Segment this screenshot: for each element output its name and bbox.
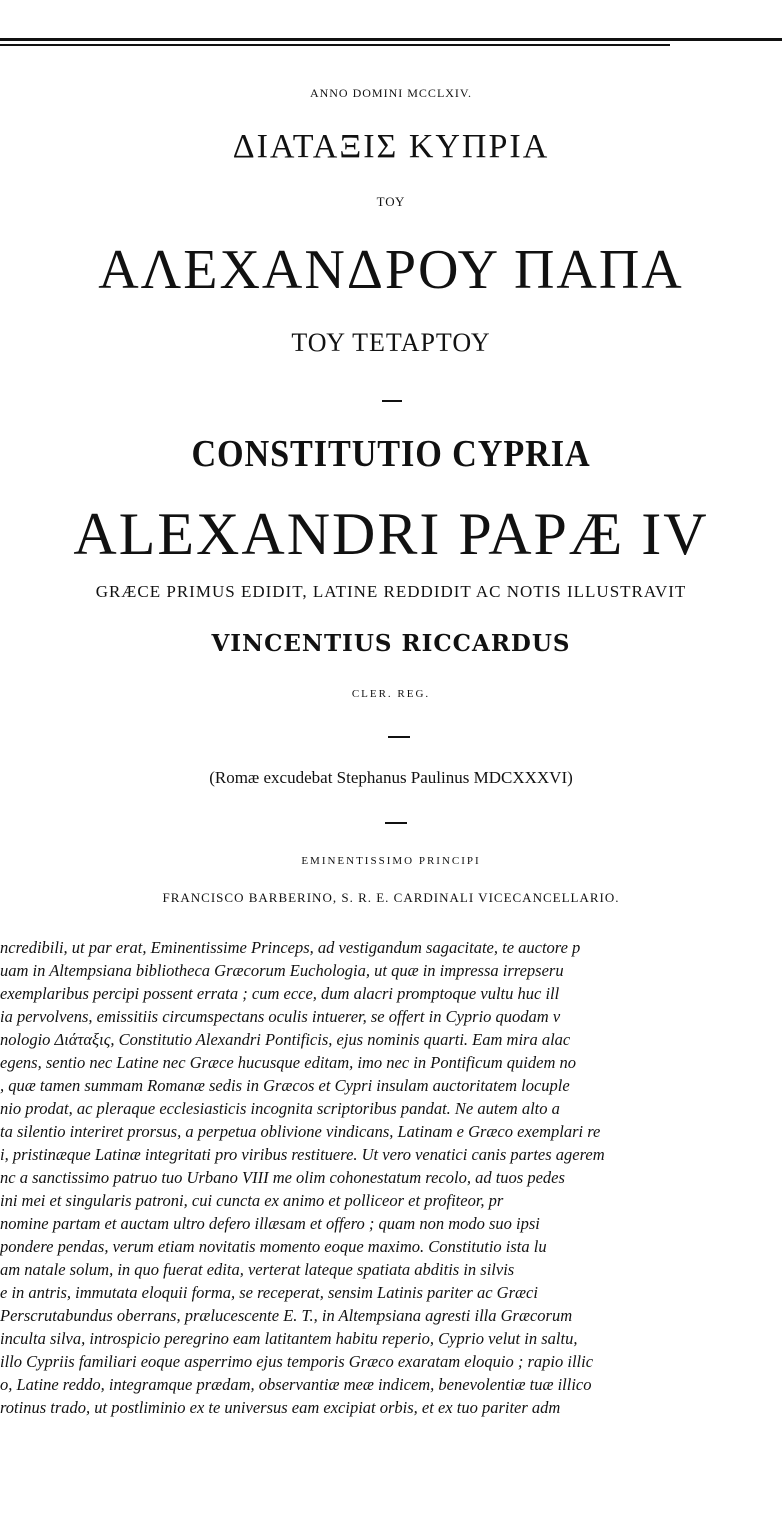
- body-line: nomine partam et auctam ultro defero illæsam et offero ; quam non modo suo ipsi: [0, 1214, 540, 1233]
- separator-dash-1: [382, 400, 402, 402]
- greek-tou: ΤΟΥ: [376, 194, 406, 209]
- body-line: nologio Διάταξις, Constitutio Alexandri Pontificis, ejus nominis quarti. Eam mira alac: [0, 1030, 571, 1049]
- body-line: uam in Altempsiana bibliotheca Græcorum Euchologia, ut quæ in impressa irrepseru: [0, 961, 564, 980]
- body-line: ncredibili, ut par erat, Eminentissime Princeps, ad vestigandum sagacitate, te auctore p: [0, 938, 581, 957]
- editor-order: CLER. REG.: [351, 688, 431, 700]
- body-line: rotinus trado, ut postliminio ex te universus eam excipiat orbis, et ex tuo pariter adm: [0, 1398, 561, 1417]
- body-line: egens, sentio nec Latine nec Græce hucusque editam, imo nec in Pontificum quidem no: [0, 1053, 576, 1072]
- imprint-line: (Romæ excudebat Stephanus Paulinus MDCXXXVI): [209, 768, 573, 787]
- body-line: , quæ tamen summam Romanæ sedis in Græcos et Cypri insulam auctoritatem locuple: [0, 1076, 570, 1095]
- dedication-body: [0, 936, 782, 1419]
- dedication-line-2: FRANCISCO BARBERINO, S. R. E. CARDINALI VICECANCELLARIO.: [162, 890, 620, 905]
- top-rule-thin: [0, 44, 670, 46]
- anno-line: ANNO DOMINI MCCLXIV.: [309, 86, 473, 100]
- body-line: illo Cypriis familiari eoque asperrimo ejus temporis Græco exaratam eloquio ; rapio illic: [0, 1352, 594, 1371]
- body-line: o, Latine reddo, integramque prædam, observantiæ meæ indicem, benevolentiæ tuæ illico: [0, 1375, 592, 1394]
- dedication-line-1: EMINENTISSIMO PRINCIPI: [301, 855, 481, 867]
- body-line: am natale solum, in quo fuerat edita, verterat lateque spatiata abditis in silvis: [0, 1260, 515, 1279]
- body-line: nc a sanctissimo patruo tuo Urbano VIII me olim cohonestatum recolo, ad tuos pedes: [0, 1168, 565, 1187]
- top-rule-thick: [0, 38, 782, 41]
- body-line: pondere pendas, verum etiam novitatis momento eoque maximo. Constitutio ista lu: [0, 1237, 547, 1256]
- separator-dash-2: [388, 736, 410, 738]
- editorial-note: GRÆCE PRIMUS EDIDIT, LATINE REDDIDIT AC NOTIS ILLUSTRAVIT: [95, 582, 687, 601]
- body-line: e in antris, immutata eloquii forma, se receperat, sensim Latinis pariter ac Græci: [0, 1283, 538, 1302]
- body-line: ta silentio interiret prorsus, a perpetua oblivione vindicans, Latinam e Græco exemplari re: [0, 1122, 601, 1141]
- latin-title-1: CONSTITUTIO CYPRIA: [191, 433, 591, 475]
- separator-dash-3: [385, 822, 407, 824]
- greek-title-2: ΑΛΕΧΑΝΔΡΟΥ ΠΑΠΑ: [98, 239, 684, 301]
- body-line: inculta silva, introspicio peregrino eam latitantem habitu reperio, Cyprio velut in saltu,: [0, 1329, 578, 1348]
- greek-title-1: ΔΙΑΤΑΞΙΣ ΚΥΠΡΙΑ: [232, 128, 550, 165]
- body-line: exemplaribus percipi possent errata ; cum ecce, dum alacri promptoque vultu huc ill: [0, 984, 560, 1003]
- body-line: ia pervolvens, emissitiis circumspectans oculis intuerer, se offert in Cyprio quodam v: [0, 1007, 561, 1026]
- greek-title-3: ΤΟΥ ΤΕΤΑΡΤΟΥ: [291, 328, 491, 357]
- editor-name: VINCENTIUS RICCARDUS: [211, 630, 571, 657]
- body-line: nio prodat, ac pleraque ecclesiasticis incognita scriptoribus pandat. Ne autem alto a: [0, 1099, 560, 1118]
- latin-title-2: ALEXANDRI PAPÆ IV: [73, 501, 709, 567]
- body-line: Perscrutabundus oberrans, prælucescente E. T., in Altempsiana agresti illa Græcorum: [0, 1306, 573, 1325]
- body-line: ini mei et singularis patroni, cui cuncta ex animo et polliceor et profiteor, pr: [0, 1191, 504, 1210]
- body-line: i, pristinæque Latinæ integritati pro viribus restituere. Ut vero venatici canis partes agerem: [0, 1145, 605, 1164]
